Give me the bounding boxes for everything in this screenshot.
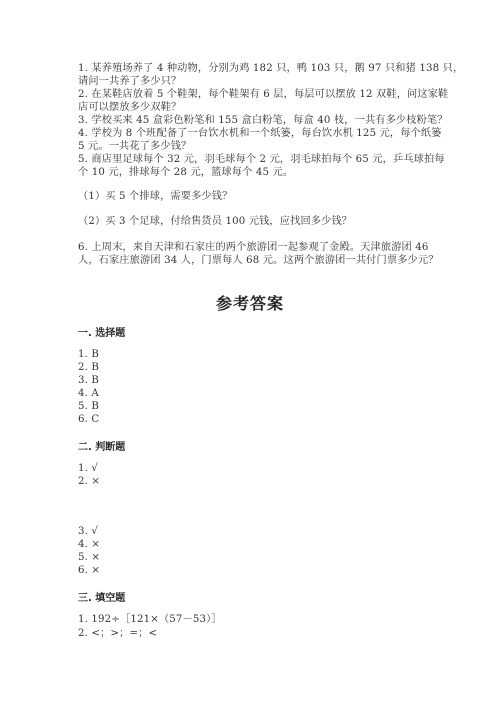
answer-item: 2. B xyxy=(78,362,100,373)
problem-line: 人，石家庄旅游团 34 人，门票每人 68 元。这两个旅游团一共付门票多少元？ xyxy=(78,255,439,266)
problem-line: 4. 学校为 8 个班配备了一台饮水机和一个纸篓，每台饮水机 125 元，每个纸篓 xyxy=(78,128,442,139)
answer-item: 1. 192÷［121×（57－53）］ xyxy=(78,614,222,625)
problem-line: 6. 上周末，来自天津和石家庄的两个旅游团一起参观了金殿。天津旅游团 46 xyxy=(78,242,429,253)
problem-line: 2. 在某鞋店放着 5 个鞋架，每个鞋架有 6 层，每层可以摆放 12 双鞋，问这家鞋 xyxy=(78,89,449,100)
answer-item: 5. × xyxy=(78,552,101,563)
problem-line: 5. 商店里足球每个 32 元，羽毛球每个 2 元，羽毛球拍每个 65 元，乒乓球拍每 xyxy=(78,154,445,165)
answer-item: 2. × xyxy=(78,476,101,487)
answer-item: 5. B xyxy=(78,401,100,412)
problem-line: 5 元。一共花了多少钱？ xyxy=(78,141,192,152)
answer-item: 2. <；>；=；< xyxy=(78,628,158,639)
problem-line: 个 10 元，排球每个 28 元，篮球每个 45 元。 xyxy=(78,167,294,178)
problem-line: 店可以摆放多少双鞋？ xyxy=(78,102,182,113)
answer-title: 参考答案 xyxy=(215,294,284,313)
answer-item: 1. B xyxy=(78,349,100,360)
answer-item: 6. × xyxy=(78,565,101,576)
answer-item: 4. A xyxy=(78,388,99,399)
answer-item: 6. C xyxy=(78,414,100,425)
sub-question: （1）买 5 个排球，需要多少钱？ xyxy=(78,191,233,202)
problem-line: 3. 学校买来 45 盒彩色粉笔和 155 盒白粉笔，每盒 40 枝，一共有多少枝粉笔？ xyxy=(78,115,448,126)
problem-line: 1. 某养殖场养了 4 种动物，分别为鸡 182 只，鸭 103 只，鹅 97 只和猪 138 只， xyxy=(78,63,464,74)
problem-line: 请问一共养了多少只？ xyxy=(78,76,182,87)
answer-item: 3. √ xyxy=(78,526,99,537)
answer-item: 4. × xyxy=(78,539,101,550)
section-heading-choice: 一. 选择题 xyxy=(78,328,126,339)
section-heading-judge: 二. 判断题 xyxy=(78,442,126,453)
sub-question: （2）买 3 个足球，付给售货员 100 元钱，应找回多少钱？ xyxy=(78,216,353,227)
answer-item: 1. √ xyxy=(78,463,99,474)
section-heading-fill: 三. 填空题 xyxy=(78,593,126,604)
answer-item: 3. B xyxy=(78,375,100,386)
